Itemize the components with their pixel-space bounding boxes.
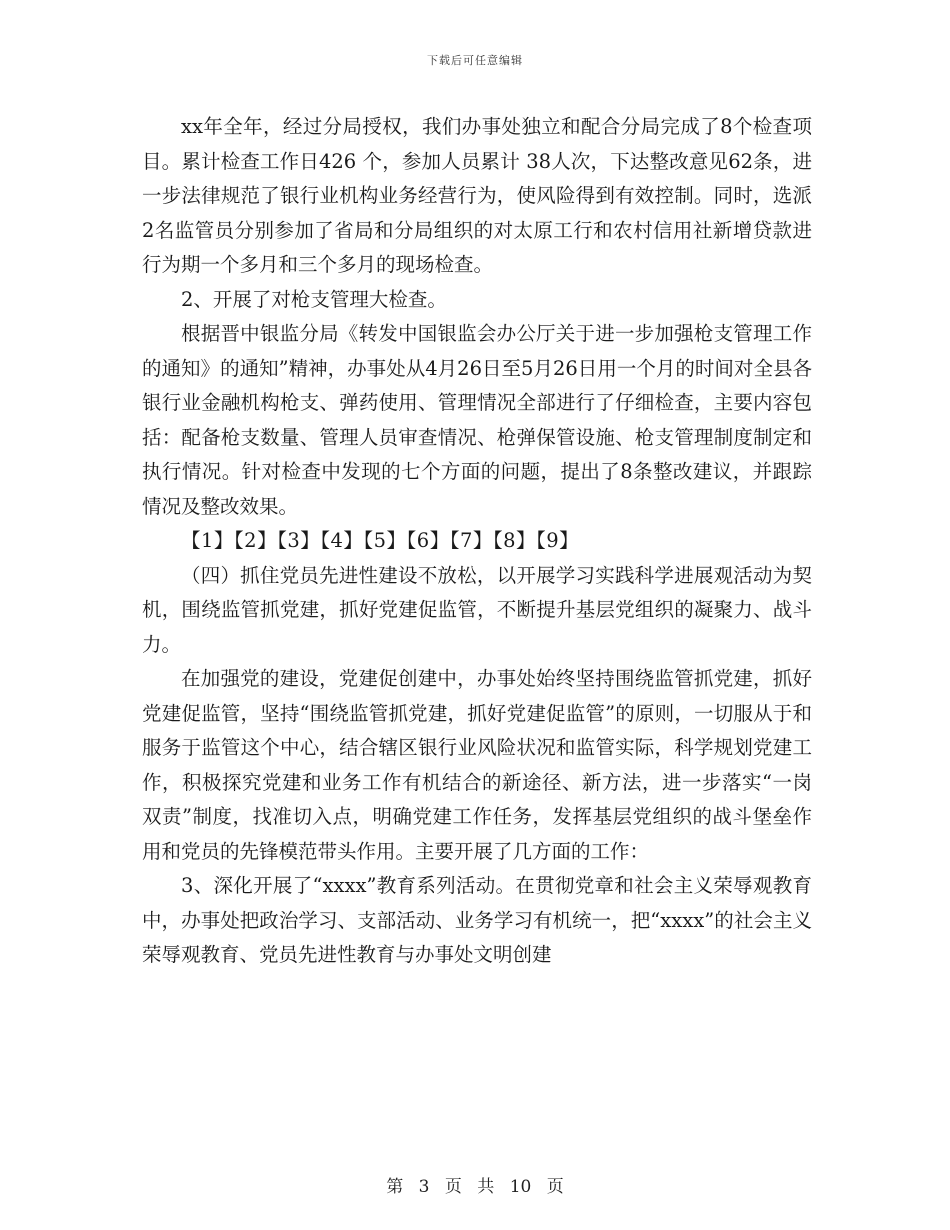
footer-prefix: 第 — [386, 1177, 404, 1197]
paragraph-party-building: 在加强党的建设，党建促创建中，办事处始终坚持围绕监管抓党建，抓好党建促监管，坚持“围绕监管抓党建，抓好党建促监管”的原则，一切服从于和服务于监管这个中心，结合辖区银行业风险状况和监管实际，科学规划党建工作，积极探究党建和业务工作有机结合的新途径、新方法，进一步落实“一岗双责”制度，找准切入点，明确党建工作任务，发挥基层党组织的战斗堡垒作用和党员的先锋模范带头作用。主要开展了几方面的工作： — [142, 667, 812, 863]
paragraph-firearms-heading: 2、开展了对枪支管理大检查。 — [181, 287, 447, 311]
footer-suffix: 页 — [546, 1177, 564, 1197]
paragraph-section-four: （四）抓住党员先进性建设不放松，以开展学习实践科学进展观活动为契机，围绕监管抓党建，抓好党建促监管，不断提升基层党组织的凝聚力、战斗力。 — [142, 563, 812, 656]
page-header: 下载后可任意编辑 — [427, 54, 523, 67]
document-body — [142, 110, 812, 973]
paragraph-firearms-inspection: 根据晋中银监分局《转发中国银监会办公厅关于进一步加强枪支管理工作的通知》的通知”精神，办事处从4月26日至5月26日用一个月的时间对全县各银行业金融机构枪支、弹药使用、管理情况全部进行了仔细检查，主要内容包括：配备枪支数量、管理人员审查情况、枪弹保管设施、枪支管理制度制定和执行情况。针对检查中发现的七个方面的问题，提出了8条整改建议，并跟踪情况及整改效果。 — [142, 322, 812, 518]
footer-total-pages: 10 — [509, 1177, 532, 1197]
footer-page-number: 3 — [418, 1177, 430, 1197]
footer-total-label: 共 — [477, 1177, 495, 1197]
page-footer — [0, 1172, 950, 1197]
paragraph-education-activities: 3、深化开展了“xxxx”教育系列活动。在贯彻党章和社会主义荣辱观教育中，办事处把政治学习、支部活动、业务学习有机统一，把“xxxx”的社会主义荣辱观教育、党员先进性教育与办事处文明创建 — [142, 874, 812, 966]
paragraph-page-links: 【1】【2】【3】【4】【5】【6】【7】【8】【9】 — [181, 529, 580, 552]
footer-page-label: 页 — [444, 1177, 462, 1197]
paragraph-inspection-summary: xx年全年，经过分局授权，我们办事处独立和配合分局完成了8个检查项目。累计检查工作日426 个，参加人员累计 38人次，下达整改意见62条，进一步法律规范了银行业机构业务经营行为，使风险得到有效控制。同时，选派2名监管员分别参加了省局和分局组织的对太原工行和农村信用社新增贷款进行为期一个多月和三个多月的现场检查。 — [142, 115, 812, 276]
